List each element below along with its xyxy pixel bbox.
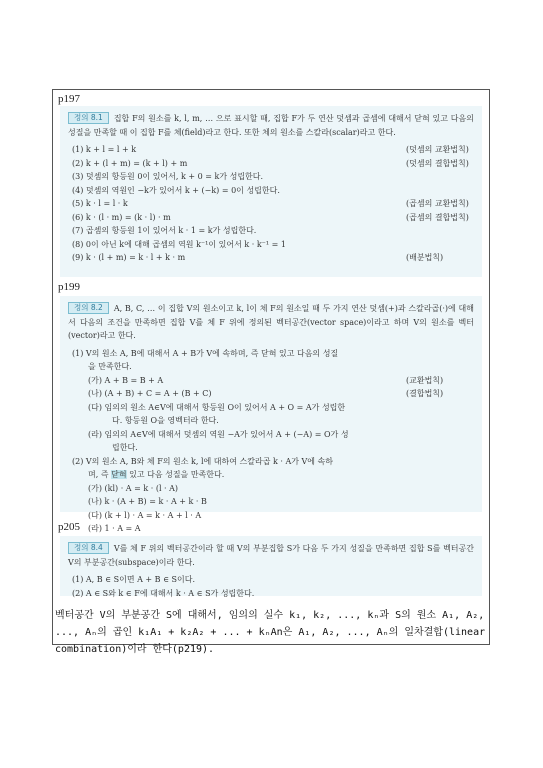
list-item-text: (5) k · l = l · k xyxy=(72,199,128,208)
list-item-law: (결합법칙) xyxy=(406,389,444,398)
list-item-law: (덧셈의 결합법칙) xyxy=(406,158,469,168)
list-item-law: (곱셈의 결합법칙) xyxy=(406,212,469,222)
condition-1-da-b: 다. 항등원 O을 영벡터라 한다. xyxy=(112,416,219,425)
linear-combination-note: 벡터공간 V의 부분공간 S에 대해서, 임의의 실수 k₁, k₂, ..., kₙ과 S의 원소 A₁, A₂, ..., Aₙ의 곱인 k₁A₁ + k₂A₂ + ... + kₙAn은 A₁, A₂, ..., Aₙ의 일차결합(linear combination)이라 한다(p219). xyxy=(55,610,486,655)
condition-1-line-a: (1) V의 원소 A, B에 대해서 A + B가 V에 속하며, 즉 닫혀 있고 다음의 성질 xyxy=(72,348,339,358)
page-reference-p197: p197 xyxy=(58,93,80,105)
list-item-law: (덧셈의 교환법칙) xyxy=(406,145,469,154)
list-item-law xyxy=(406,184,474,198)
list-item-law: (배분법칙) xyxy=(406,253,444,262)
list-item: (2) A ∈ S와 k ∈ F에 대해서 k · A ∈ S가 성립한다. xyxy=(72,588,255,598)
condition-2-list xyxy=(68,482,474,536)
list-item: (가) (kl) · A = k · (l · A) xyxy=(88,483,179,493)
list-item xyxy=(68,374,474,388)
definition-8-2-intro: 정의 8.2 A, B, C, … 이 집합 V의 원소이고 k, l이 체 F의 원소일 때 두 가지 연산 덧셈(+)과 스칼라곱(·)에 대해서 다음의 조건을 만족하면 집합 V를 체 F 위에 정의된 벡터공간(vector space)이라고 하며 V의 원소를 벡터(vector)라고 한다. xyxy=(68,303,474,340)
list-item-text: (2) k + (l + m) = (k + l) + m xyxy=(72,158,188,168)
list-item-text: (나) (A + B) + C = A + (B + C) xyxy=(88,389,212,398)
list-item xyxy=(68,170,474,184)
definition-badge: 정의 8.1 xyxy=(68,112,109,124)
page-reference-p199: p199 xyxy=(58,281,80,293)
list-item-text: (가) A + B = B + A xyxy=(88,375,164,385)
list-item-text: (8) 0이 아닌 k에 대해 곱셈의 역원 k⁻¹이 있어서 k · k⁻¹ = 1 xyxy=(72,239,286,249)
list-item xyxy=(68,211,474,225)
list-item-text: (9) k · (l + m) = k · l + k · m xyxy=(72,253,186,262)
list-item-text: (4) 덧셈의 역원인 −k가 있어서 k + (−k) = 0이 성립한다. xyxy=(72,185,280,195)
list-item: (다) (k + l) · A = k · A + l · A xyxy=(88,510,202,520)
list-item xyxy=(68,184,474,198)
highlighted-word: 닫혀 xyxy=(111,470,127,479)
list-item: (라) 1 · A = A xyxy=(88,524,141,533)
condition-2-line-a: (2) V의 원소 A, B와 체 F의 원소 k, l에 대하여 스칼라곱 k · A가 V에 속하 xyxy=(72,456,333,466)
definition-8-1-intro: 정의 8.1 집합 F의 원소를 k, l, m, … 으로 표시할 때, 집합 F가 두 연산 덧셈과 곱셈에 대해서 닫혀 있고 다음의 성질을 만족할 때 이 집합 F를 체(field)라고 한다. 또한 체의 원소를 스칼라(scalar)라고 한다. xyxy=(68,113,474,137)
list-item xyxy=(68,143,474,157)
definition-8-1-panel xyxy=(60,106,482,277)
definition-8-4-list xyxy=(68,573,474,600)
list-item xyxy=(68,157,474,171)
list-item-law: (곱셈의 교환법칙) xyxy=(406,199,469,208)
list-item-text: (1) k + l = l + k xyxy=(72,145,137,154)
condition-1-line-b: 을 만족한다. xyxy=(88,362,132,371)
definition-8-4-panel xyxy=(60,536,482,596)
list-item xyxy=(68,251,474,265)
page-reference-p205: p205 xyxy=(58,521,80,533)
condition-1-list xyxy=(68,374,474,401)
definition-8-1-list xyxy=(68,143,474,265)
list-item: (나) k · (A + B) = k · A + k · B xyxy=(88,497,207,506)
list-item xyxy=(68,224,474,238)
definition-badge: 정의 8.2 xyxy=(68,302,109,314)
list-item xyxy=(68,197,474,211)
condition-2-line-b: 며, 즉 닫혀 있고 다음 성질을 만족한다. xyxy=(88,470,225,479)
list-item xyxy=(68,387,474,401)
list-item: (1) A, B ∈ S이면 A + B ∈ S이다. xyxy=(72,575,196,584)
list-item-text: (3) 덧셈의 항등원 0이 있어서, k + 0 = k가 성립한다. xyxy=(72,172,264,181)
definition-badge: 정의 8.4 xyxy=(68,542,109,554)
list-item-law xyxy=(406,170,474,184)
list-item-law: (교환법칙) xyxy=(406,375,444,385)
list-item-text: (6) k · (l · m) = (k · l) · m xyxy=(72,212,171,222)
list-item-text: (7) 곱셈의 항등원 1이 있어서 k · 1 = k가 성립한다. xyxy=(72,226,257,235)
condition-1-ra-a: (라) 임의의 A∈V에 대해서 덧셈의 역원 −A가 있어서 A + (−A) = O가 성 xyxy=(88,429,349,439)
condition-1-ra-b: 립한다. xyxy=(112,443,138,452)
list-item-law xyxy=(406,224,474,238)
condition-1-da-a: (다) 임의의 원소 A∈V에 대해서 항등원 O이 있어서 A + O = A가 성립한 xyxy=(88,402,346,412)
list-item-law xyxy=(406,238,474,252)
definition-8-4-intro: 정의 8.4 V를 체 F 위의 벡터공간이라 할 때 V의 부분집합 S가 다음 두 가지 성질을 만족하면 집합 S를 벡터공간 V의 부분공간(subspace)이라 한다. xyxy=(68,543,474,567)
list-item xyxy=(68,238,474,252)
